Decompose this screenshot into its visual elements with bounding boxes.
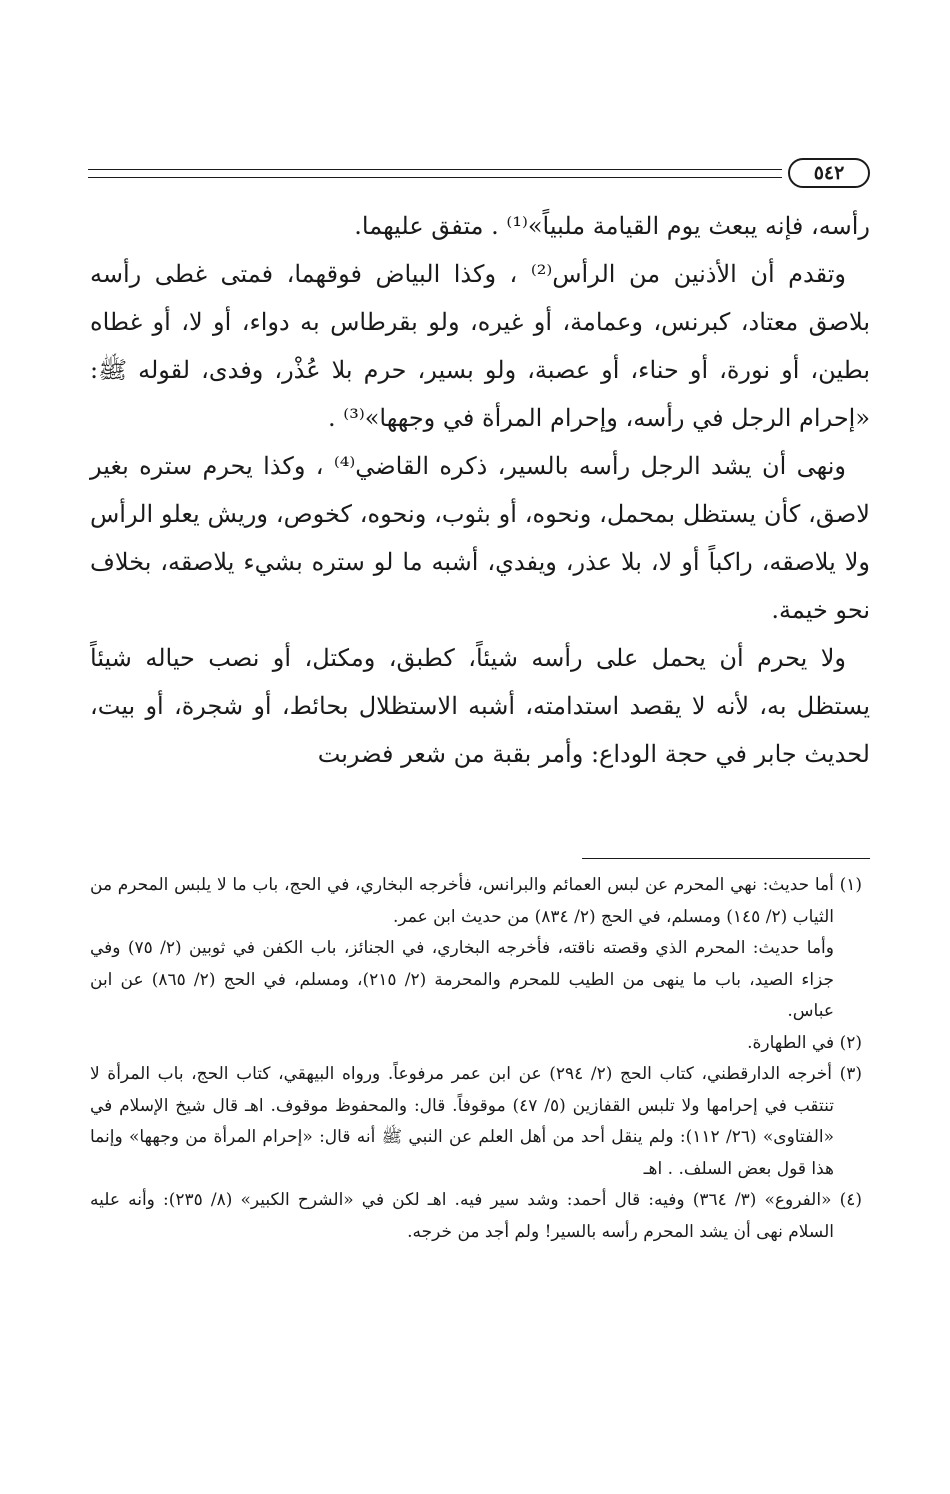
footnotes bbox=[90, 870, 862, 1248]
paragraph-4: ولا يحرم أن يحمل على رأسه شيئاً، كطبق، ومكتل، أو نصب حياله شيئاً يستظل به، لأنه لا يقصد استدامته، أشبه الاستظلال بحائط، أو شجرة، أو بيت، لحديث جابر في حجة الوداع: وأمر بقبة من شعر فضربت bbox=[90, 644, 870, 768]
header-rule-top bbox=[88, 169, 782, 170]
page-header bbox=[88, 158, 870, 192]
footnote-2: (٢) في الطهارة. bbox=[747, 1032, 862, 1053]
paragraph-3: ونهى أن يشد الرجل رأسه بالسير، ذكره القاضي⁽⁴⁾ ، وكذا يحرم ستره بغير لاصق، كأن يستظل بمحمل، ونحوه، أو بثوب، ونحوه، كخوص، وريش يعلو الرأس ولا يلاصقه، راكباً أو لا، بلا عذر، ويفدي، أشبه ما لو ستره بشيء يلاصقه، بخلاف نحو خيمة. bbox=[90, 452, 870, 624]
footnote-1-continued: وأما حديث: المحرم الذي وقصته ناقته، فأخرجه البخاري، في الجنائز، باب الكفن في ثوبين (٢/ ٧٥) وفي جزاء الصيد، باب ما ينهى من الطيب للمحرم والمحرمة (٢/ ٢١٥)، ومسلم، في الحج (٢/ ٨٦٥) عن ابن عباس. bbox=[90, 938, 835, 1021]
footnote-3: (٣) أخرجه الدارقطني، كتاب الحج (٢/ ٢٩٤) عن ابن عمر مرفوعاً. ورواه البيهقي، كتاب الحج، باب المرأة لا تنتقب في إحرامها ولا تلبس القفازين (٥/ ٤٧) موقوفاً. قال: والمحفوظ موقوف. اهـ قال شيخ الإسلام في «الفتاوى» (٢٦/ ١١٢): ولم ينقل أحد من أهل العلم عن النبي ﷺ أنه قال: «إحرام المرأة من وجهها» وإنما هذا قول بعض السلف. . اهـ bbox=[90, 1064, 862, 1179]
header-rule-bottom bbox=[88, 177, 782, 178]
footnote-separator bbox=[582, 858, 870, 859]
main-text bbox=[90, 202, 870, 778]
footnote-1: (١) أما حديث: نهي المحرم عن لبس العمائم والبرانس، فأخرجه البخاري، في الحج، باب ما لا يلبس المحرم من الثياب (٢/ ١٤٥) ومسلم، في الحج (٢/ ٨٣٤) من حديث ابن عمر. bbox=[90, 875, 862, 927]
paragraph-1: رأسه، فإنه يبعث يوم القيامة ملبياً»⁽¹⁾ . متفق عليهما. bbox=[354, 212, 870, 240]
page-number: ٥٤٢ bbox=[788, 158, 870, 188]
footnote-4: (٤) «الفروع» (٣/ ٣٦٤) وفيه: قال أحمد: وشد سير فيه. اهـ لكن في «الشرح الكبير» (٨/ ٢٣٥): وأنه عليه السلام نهى أن يشد المحرم رأسه بالسير! ولم أجد من خرجه. bbox=[90, 1190, 862, 1242]
paragraph-2: وتقدم أن الأذنين من الرأس⁽²⁾ ، وكذا البياض فوقهما، فمتى غطى رأسه بلاصق معتاد، كبرنس، وعمامة، أو غيره، ولو بقرطاس به دواء، أو لا، أو غطاه بطين، أو نورة، أو حناء، أو عصبة، ولو بسير، حرم بلا عُذْر، وفدى، لقوله ﷺ: «إحرام الرجل في رأسه، وإحرام المرأة في وجهها»⁽³⁾ . bbox=[90, 260, 870, 432]
